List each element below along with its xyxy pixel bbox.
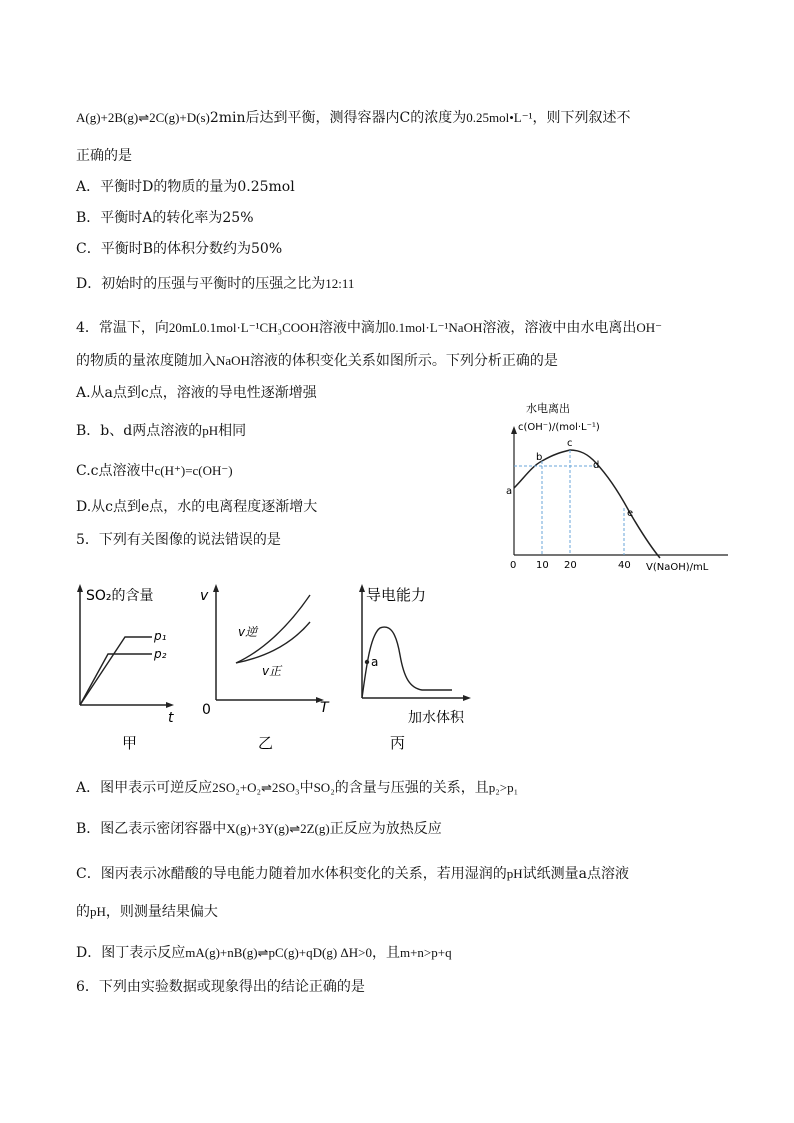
q5-option-d-eq: mA(g)+nB(g)⇌pC(g)+qD(g) ΔH>0 (185, 945, 372, 960)
q4-stem-line2 (76, 351, 558, 371)
q5-option-c-ph2: pH (90, 904, 106, 919)
q5-option-a-text3: 的含量与压强的关系，且 (334, 780, 489, 796)
q4-graph-xtick-20: 20 (564, 560, 577, 571)
jia-xlabel: t (168, 710, 174, 726)
q3-option-d (76, 274, 354, 294)
bing-point-a: a (371, 655, 379, 669)
q4-s3-formula: OH⁻ (636, 320, 662, 335)
q4-option-d: D.从c点到e点，水的电离程度逐渐增大 (76, 499, 318, 515)
q4-point-c: c (567, 438, 573, 449)
q3-concentration: 0.25mol•L⁻¹ (466, 110, 533, 125)
q5-option-b-text1: B．图乙表示密闭容器中 (76, 821, 227, 837)
jia-y-arrow (77, 584, 83, 592)
q5-option-a-pressure: p₂>p₁ (488, 780, 519, 795)
q4-s5: 溶液的体积变化关系如图所示。下列分析正确的是 (249, 353, 558, 369)
q4-option-b-text1: B．b、d两点溶液的 (76, 423, 203, 439)
q3-option-c: C．平衡时B的体积分数约为50% (76, 241, 283, 257)
q4-option-b-text2: 相同 (218, 423, 247, 439)
jia-caption: 甲 (122, 734, 138, 750)
bing-ylabel: 导电能力 (366, 586, 427, 604)
q5-option-c-ph: pH (506, 866, 523, 881)
q4-s4-formula: NaOH (216, 353, 250, 368)
q4-option-b-ph: pH (202, 423, 219, 438)
q5-option-d-text1: D．图丁表示反应 (76, 945, 186, 961)
q4-s2: 溶液中滴加 (318, 320, 389, 336)
q4-point-e: e (627, 508, 634, 519)
yi-vrev-label: v逆 (238, 625, 258, 639)
q3-stem-text1: 2min后达到平衡，测得容器内C的浓度为 (209, 110, 467, 126)
q5-option-d-text2: ，且 (371, 945, 400, 961)
yi-y-arrow (213, 584, 219, 592)
q3-stem-line2: 正确的是 (76, 148, 132, 164)
q3-option-b: B．平衡时A的转化率为25% (76, 210, 254, 226)
yi-caption: 乙 (258, 734, 274, 750)
q3-stem-line1 (76, 108, 631, 128)
q4-option-c-eq: c(H⁺)=c(OH⁻) (154, 463, 233, 478)
bing-caption: 丙 (390, 734, 406, 750)
bing-xlabel: 加水体积 (408, 710, 464, 726)
q5-option-c-text4: ，则测量结果偏大 (105, 904, 218, 920)
yi-origin: 0 (202, 702, 211, 718)
q3-option-d-text: D．初始时的压强与平衡时的压强之比为 (76, 276, 326, 292)
q5-option-a (76, 778, 518, 798)
q4-graph (500, 398, 740, 580)
yi-xlabel: T (320, 700, 329, 716)
bing-x-arrow (463, 695, 471, 701)
q5-option-d-cond: m+n>p+q (399, 945, 452, 960)
q4-graph-xtick-10: 10 (536, 560, 549, 571)
q5-option-c-text3: 的 (76, 904, 90, 920)
yi-ylabel: v (200, 588, 209, 604)
q4-point-b: b (536, 452, 543, 463)
q5-option-a-eq: 2SO₂+O₂⇌2SO₃ (212, 780, 300, 795)
q5-option-b-text2: 正反应为放热反应 (329, 821, 442, 837)
q4-option-a: A.从a点到c点，溶液的导电性逐渐增强 (76, 385, 317, 401)
q5-option-b (76, 819, 442, 839)
jia-p1-label: p₁ (154, 629, 167, 643)
jia-p2-curve (80, 654, 152, 705)
q4-option-c (76, 461, 233, 481)
q5-option-c-text2: 试纸测量a点溶液 (522, 866, 629, 882)
q3-option-a: A．平衡时D的物质的量为0.25mol (76, 179, 295, 195)
q4-graph-origin: 0 (510, 560, 517, 571)
q3-option-d-ratio: 12:11 (325, 276, 355, 291)
bing-point-a-dot (365, 660, 369, 664)
q4-graph-xtick-40: 40 (618, 560, 631, 571)
yi-vfwd-label: v正 (262, 664, 282, 678)
q5-option-a-text1: A．图甲表示可逆反应 (76, 780, 213, 796)
jia-x-arrow (166, 702, 174, 708)
q4-point-d: d (593, 460, 600, 471)
q5-graph-bing (352, 580, 482, 750)
q4-s3: 溶液，溶液中由水电离出 (482, 320, 637, 336)
q4-point-a: a (506, 486, 513, 497)
q3-stem-text2: ，则下列叙述不 (532, 110, 631, 126)
q4-option-c-text: C.c点溶液中 (76, 463, 155, 479)
bing-y-arrow (359, 584, 365, 592)
q5-graph-jia (70, 580, 185, 750)
q4-s1-formula: 20mL0.1mol·L⁻¹CH₃COOH (168, 320, 319, 335)
q4-graph-y-arrow (511, 426, 517, 434)
jia-p2-label: p₂ (154, 647, 167, 661)
q4-graph-title: 水电离出 (526, 402, 570, 415)
q4-graph-ylabel: c(OH⁻)/(mol·L⁻¹) (518, 422, 600, 433)
jia-p1-curve (80, 637, 152, 705)
q5-option-d (76, 943, 452, 963)
q5-option-c-line1 (76, 864, 629, 884)
q3-formula: A(g)+2B(g)⇌2C(g)+D(s) (76, 110, 210, 125)
q5-option-a-so2: SO₂ (313, 780, 335, 795)
q5-option-b-eq: X(g)+3Y(g)⇌2Z(g) (226, 821, 330, 836)
q6-stem: 6．下列由实验数据或现象得出的结论正确的是 (76, 979, 365, 995)
jia-ylabel: SO₂的含量 (86, 588, 154, 604)
q5-option-c-text1: C．图丙表示冰醋酸的导电能力随着加水体积变化的关系，若用湿润的 (76, 866, 507, 882)
q4-stem-line1 (76, 318, 662, 338)
q5-option-a-text2: 中 (299, 780, 314, 796)
q5-stem: 5．下列有关图像的说法错误的是 (76, 532, 281, 548)
q4-s2-formula: 0.1mol·L⁻¹NaOH (388, 320, 483, 335)
q5-option-c-line2 (76, 902, 218, 922)
q4-s4: 的物质的量浓度随加入 (76, 353, 216, 369)
q5-graph-yi (198, 580, 338, 750)
q4-s1: 4．常温下，向 (76, 320, 169, 336)
q4-option-b (76, 421, 246, 441)
q4-graph-xlabel: V(NaOH)/mL (646, 562, 709, 573)
